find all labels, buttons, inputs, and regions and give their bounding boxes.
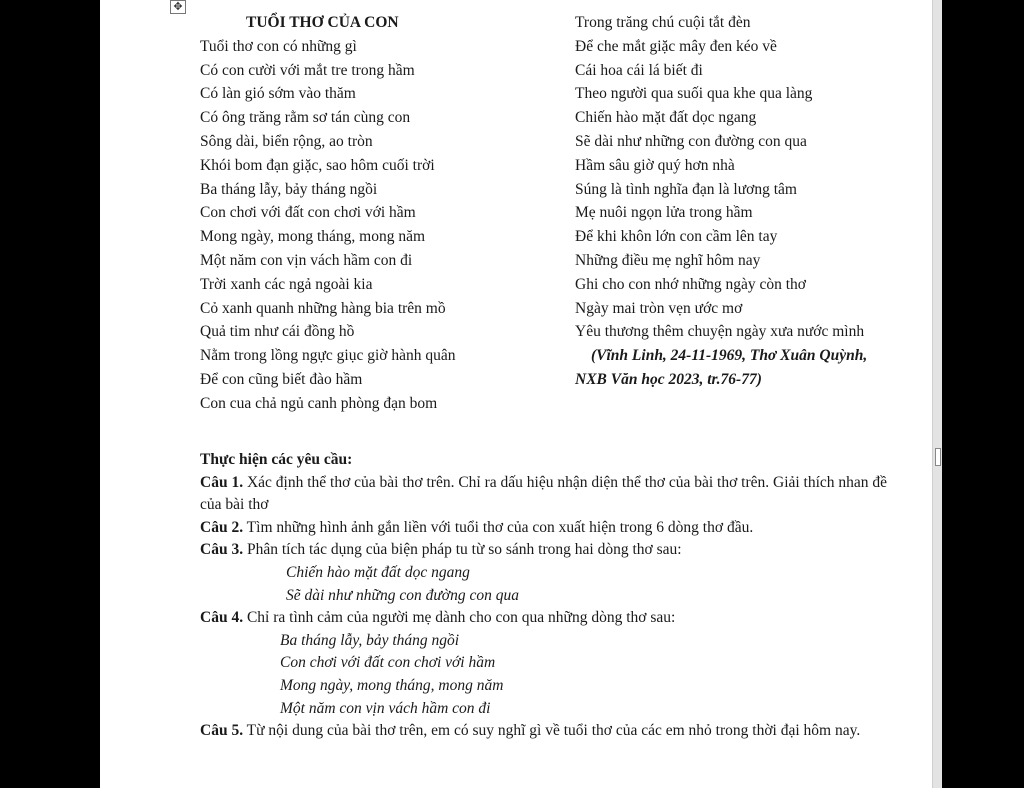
poem-line: Mong ngày, mong tháng, mong năm bbox=[200, 228, 426, 246]
question-label: Câu 1. bbox=[200, 473, 244, 491]
left-background bbox=[0, 0, 100, 788]
question-5 bbox=[200, 720, 890, 743]
poem-line: Khói bom đạn giặc, sao hôm cuối trời bbox=[200, 156, 435, 174]
question-text: Chỉ ra tình cảm của người mẹ dành cho con qua những dòng thơ sau: bbox=[243, 609, 676, 627]
quoted-verse: Chiến hào mặt đất dọc ngang bbox=[286, 563, 470, 581]
poem-line: Ba tháng lẫy, bảy tháng ngồi bbox=[200, 180, 378, 198]
poem-line: Súng là tình nghĩa đạn là lương tâm bbox=[575, 180, 797, 198]
poem-line: Một năm con vịn vách hầm con đi bbox=[200, 251, 413, 269]
poem-line: Con cua chả ngủ canh phòng đạn bom bbox=[200, 394, 438, 412]
poem-line: Cái hoa cái lá biết đi bbox=[575, 61, 703, 79]
poem-line: Yêu thương thêm chuyện ngày xưa nước mình bbox=[575, 323, 865, 341]
poem-line: Tuổi thơ con có những gì bbox=[200, 37, 357, 55]
poem-line: Trong trăng chú cuội tắt đèn bbox=[575, 14, 751, 31]
poem-line: Con chơi với đất con chơi với hầm bbox=[200, 204, 416, 222]
question-text: Xác định thể thơ của bài thơ trên. Chỉ ra dấu hiệu nhận diện thể thơ của bài thơ trên. Giải thích nhan đề của bài thơ bbox=[200, 473, 888, 514]
poem-line: Sông dài, biển rộng, ao tròn bbox=[200, 132, 373, 150]
question-2 bbox=[200, 517, 890, 540]
question-label: Câu 4. bbox=[200, 609, 244, 627]
question-1 bbox=[200, 472, 890, 517]
poem-line: Có làn gió sớm vào thăm bbox=[200, 85, 356, 103]
poem-line: Mẹ nuôi ngọn lửa trong hầm bbox=[575, 204, 753, 222]
poem-line: Có con cười với mắt tre trong hầm bbox=[200, 61, 415, 79]
quoted-verse: Một năm con vịn vách hầm con đi bbox=[280, 699, 491, 717]
poem-line: Hầm sâu giờ quý hơn nhà bbox=[575, 156, 735, 174]
poem-line: Có ông trăng rằm sơ tán cùng con bbox=[200, 109, 411, 127]
poem-title: TUỔI THƠ CỦA CON bbox=[246, 14, 399, 31]
right-background bbox=[942, 0, 1024, 788]
poem-line: Để che mắt giặc mây đen kéo về bbox=[575, 37, 777, 55]
poem-line: Quả tim như cái đồng hồ bbox=[200, 323, 355, 341]
resize-handle[interactable] bbox=[935, 448, 941, 466]
quoted-verse: Mong ngày, mong tháng, mong năm bbox=[280, 676, 504, 694]
poem-line: Trời xanh các ngả ngoài kia bbox=[200, 275, 373, 293]
poem-source-line-1 bbox=[575, 344, 867, 368]
question-label: Câu 2. bbox=[200, 518, 244, 536]
tasks-heading: Thực hiện các yêu cầu: bbox=[200, 451, 353, 468]
poem-line: Để khi khôn lớn con cầm lên tay bbox=[575, 228, 778, 246]
poem-line: Chiến hào mặt đất dọc ngang bbox=[575, 109, 757, 127]
quoted-verse: Con chơi với đất con chơi với hầm bbox=[280, 654, 496, 672]
poem-right-column bbox=[575, 11, 867, 392]
poem-line: Những điều mẹ nghĩ hôm nay bbox=[575, 251, 761, 269]
quoted-verse: Sẽ dài như những con đường con qua bbox=[286, 586, 519, 604]
question-text: Phân tích tác dụng của biện pháp tu từ so sánh trong hai dòng thơ sau: bbox=[243, 541, 682, 559]
poem-line: Sẽ dài như những con đường con qua bbox=[575, 132, 807, 150]
question-4 bbox=[200, 607, 890, 630]
question-label: Câu 5. bbox=[200, 722, 244, 740]
poem-line: Ghi cho con nhớ những ngày còn thơ bbox=[575, 275, 806, 293]
move-handle-icon[interactable]: ✥ bbox=[170, 0, 186, 14]
poem-line: Theo người qua suối qua khe qua làng bbox=[575, 85, 813, 103]
tasks-section bbox=[200, 449, 890, 743]
question-text: Tìm những hình ảnh gắn liền với tuổi thơ của con xuất hiện trong 6 dòng thơ đầu. bbox=[243, 518, 754, 536]
poem-source-text: (Vĩnh Linh, 24-11-1969, Thơ Xuân Quỳnh, bbox=[591, 347, 868, 365]
poem-line: Để con cũng biết đào hầm bbox=[200, 370, 363, 388]
question-text: Từ nội dung của bài thơ trên, em có suy nghĩ gì về tuổi thơ của các em nhỏ trong thời đại hôm nay. bbox=[243, 722, 861, 740]
quoted-verse: Ba tháng lẫy, bảy tháng ngồi bbox=[280, 631, 460, 649]
poem-source-line-2: NXB Văn học 2023, tr.76-77) bbox=[575, 370, 762, 388]
poem-line: Nằm trong lồng ngực giục giờ hành quân bbox=[200, 347, 456, 365]
poem-left-column bbox=[200, 11, 456, 416]
question-3 bbox=[200, 539, 890, 562]
question-label: Câu 3. bbox=[200, 541, 244, 559]
poem-line: Ngày mai tròn vẹn ước mơ bbox=[575, 299, 743, 317]
poem-line: Cỏ xanh quanh những hàng bia trên mồ bbox=[200, 299, 446, 317]
